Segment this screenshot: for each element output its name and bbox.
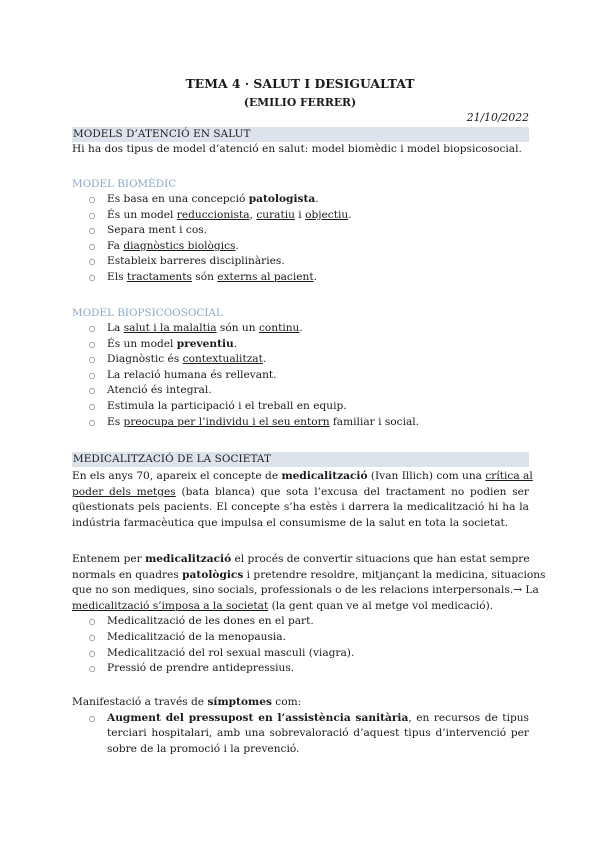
subheading-biomedic: MODEL BIOMÈDIC <box>72 178 177 190</box>
medicalitzacio-list <box>72 614 529 676</box>
list-item: ○ Pressió de prendre antidepressius. <box>72 661 529 677</box>
list-item: ○ La salut i la malaltia són un continu. <box>72 321 529 337</box>
medicalitzacio-section <box>72 452 533 531</box>
list-item: ○ Atenció és integral. <box>72 383 529 399</box>
symptoms-block <box>72 695 529 757</box>
list-item: ○ La relació humana és rellevant. <box>72 368 529 384</box>
document-subtitle: (EMILIO FERRER) <box>243 96 357 109</box>
list-item: ○ És un model preventiu. <box>72 337 529 353</box>
paragraph-1: En els anys 70, apareix el concepte de medicalització (Ivan Illich) com una crítica al poder dels metges (bata blanca) que sota l’excusa del tractament no podien ser qüestionats pels pacients. El concepte s’ha estès i darrera la medicalització hi ha la indústria farmacèutica que impulsa el consumisme de la salut en tota la societat. <box>72 470 533 529</box>
list-item: ○ Estimula la participació i el treball en equip. <box>72 399 529 415</box>
list-item: ○ Diagnòstic és contextualitzat. <box>72 352 529 368</box>
list-item: ○ Medicalització del rol sexual masculi (viagra). <box>72 646 529 662</box>
biomedic-list <box>72 192 529 286</box>
symptoms-list <box>72 711 529 758</box>
models-section <box>72 127 529 158</box>
document-title: TEMA 4 · SALUT I DESIGUALTAT <box>185 76 415 91</box>
list-item: ○ Medicalització de les dones en el part. <box>72 614 529 630</box>
models-intro: Hi ha dos tipus de model d’atenció en salut: model biomèdic i model biopsicosocial. <box>72 143 522 155</box>
list-item: ○ És un model reduccionista, curatiu i objectiu. <box>72 208 529 224</box>
biomedic-section <box>72 177 529 286</box>
list-item: ○ Separa ment i cos. <box>72 223 529 239</box>
symptoms-intro: Manifestació a través de símptomes com: <box>72 696 302 708</box>
section-header-medicalitzacio: MEDICALITZACIÓ DE LA SOCIETAT <box>72 452 529 467</box>
list-item: ○ Es preocupa per l’individu i el seu entorn familiar i social. <box>72 415 529 431</box>
document-date: 21/10/2022 <box>466 111 529 124</box>
biopsico-section <box>72 306 529 430</box>
list-item: ○ Estableix barreres disciplinàries. <box>72 254 529 270</box>
list-item: ○ Els tractaments són externs al pacient. <box>72 270 529 286</box>
biopsico-list <box>72 321 529 430</box>
subheading-biopsicosocial: MODEL BIOPSICOOSOCIAL <box>72 307 223 319</box>
list-item: ○ Medicalització de la menopausia. <box>72 630 529 646</box>
list-item: ○ Fa diagnòstics biològics. <box>72 239 529 255</box>
list-item: ○ Augment del pressupost en l’assistència sanitària, en recursos de tipus terciari hospitalari, amb una sobrevaloració d’aquest tipus d’intervenció per sobre de la promoció i la prevenció. <box>72 711 529 758</box>
paragraph-2: Entenem per medicalització el procés de convertir situacions que han estat sempre normals en quadres patològics i pretendre resoldre, mitjançant la medicina, situacions que no son mediques, sino socials, professionals o de les relacions interpersonals.→ La medicalització s’imposa a la societat (la gent quan ve al metge vol medicació). ○ Medicalització de les dones en el part. ○ Medicalització de la menopausia. ○ Medicalització del rol sexual masculi (viagra). ○ Pressió de prendre antidepressius. <box>72 552 529 677</box>
list-item: ○ Es basa en una concepció patologista. <box>72 192 529 208</box>
section-header-models: MODELS D’ATENCIÓ EN SALUT <box>72 127 529 142</box>
